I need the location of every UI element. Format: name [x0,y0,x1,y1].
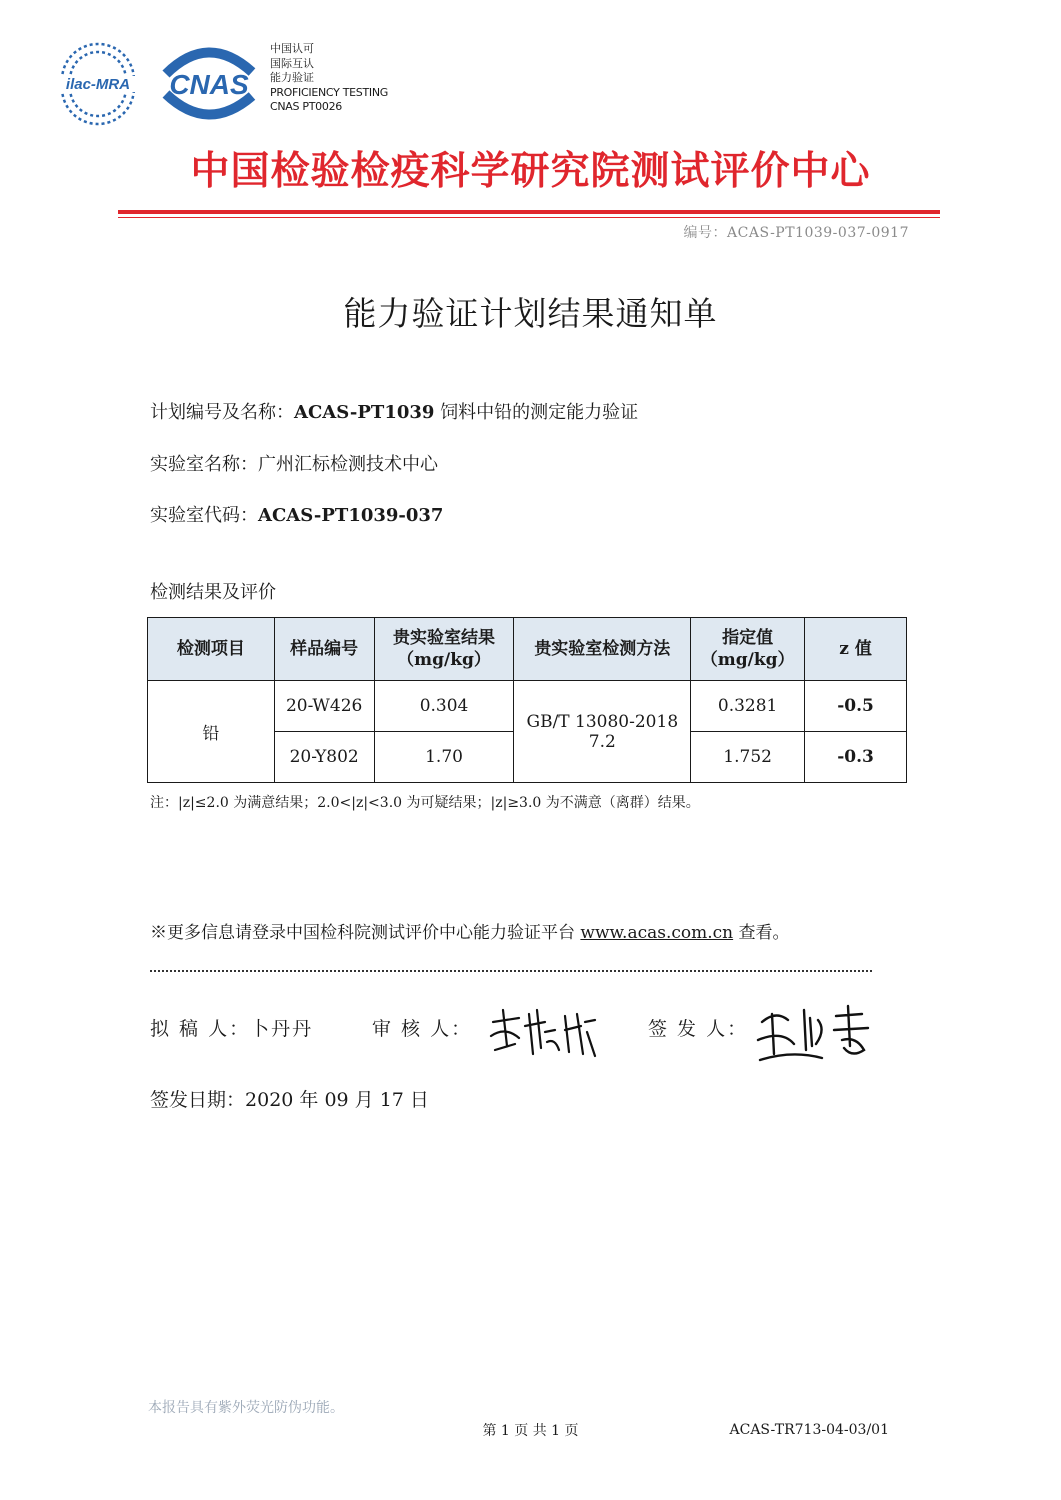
issuer-signature [752,1000,882,1070]
issue-date-label: 签发日期： [150,1089,246,1111]
cell-sample: 20-Y802 [274,732,374,783]
page-number: 第 1 页 共 1 页 [482,1423,579,1439]
header-sample: 样品编号 [274,618,374,681]
issue-date-value: 2020 年 09 月 17 日 [245,1089,429,1111]
header-result [374,618,514,681]
reviewer-label: 审 核 人： [372,1018,473,1040]
anti-counterfeit-note: 本报告具有紫外荧光防伪功能。 [148,1400,344,1416]
lab-code-field [150,501,443,527]
header-assigned-line1: 指定值 [722,628,774,648]
lab-name-value: 广州汇标检测技术中心 [258,454,438,475]
cell-result: 1.70 [374,732,514,783]
cell-item: 铅 [148,681,275,783]
cnas-logo-text: CNAS [169,69,249,100]
dotted-divider [150,970,872,972]
header-rule-thin [118,217,940,218]
lab-name-field [150,450,438,476]
accreditation-line: PROFICIENCY TESTING [270,85,388,99]
plan-field [150,398,638,424]
reviewer-signature [485,1002,600,1066]
header-method: 贵实验室检测方法 [514,618,691,681]
more-info [150,918,790,943]
table-row [148,681,907,732]
lab-code-label: 实验室代码： [150,505,258,526]
cell-z: -0.5 [805,681,907,732]
document-number-value: ACAS-PT1039-037-0917 [727,225,909,241]
results-table [147,617,907,783]
table-header-row [148,618,907,681]
accreditation-line: CNAS PT0026 [270,100,342,113]
header-result-line1: 贵实验室结果 [393,628,496,648]
organization-name: 中国检验检疫科学研究院测试评价中心 [190,149,871,194]
header-result-line2: （mg/kg） [397,650,491,670]
issue-date [150,1085,429,1112]
plan-code: ACAS-PT1039 [294,402,435,423]
more-info-prefix: ※更多信息请登录中国检科院测试评价中心能力验证平台 [150,923,575,943]
cell-method [514,681,691,783]
header-z: z 值 [805,618,907,681]
lab-code-value: ACAS-PT1039-037 [258,505,444,526]
drafter-field [150,1014,313,1041]
ilac-mra-logo [52,40,144,128]
lab-name-label: 实验室名称： [150,454,258,475]
accreditation-line: 中国认可 [270,42,314,55]
document-number [684,222,909,242]
more-info-suffix: 查看。 [738,923,790,943]
method-line2: 7.2 [588,731,616,752]
cell-result: 0.304 [374,681,514,732]
cell-sample: 20-W426 [274,681,374,732]
header-item: 检测项目 [148,618,275,681]
plan-label: 计划编号及名称： [150,402,294,423]
accreditation-line: 国际互认 [270,56,314,70]
platform-link[interactable]: www.acas.com.cn [580,923,734,943]
accreditation-line: 能力验证 [270,71,314,84]
method-line1: GB/T 13080-2018 [526,711,679,732]
drafter-name: 卜丹丹 [250,1018,314,1040]
plan-name: 饲料中铅的测定能力验证 [440,402,639,423]
cell-assigned: 0.3281 [691,681,805,732]
results-section-title: 检测结果及评价 [150,582,276,603]
header-assigned-line2: （mg/kg） [700,650,795,670]
accreditation-text [270,42,388,115]
issuer-label: 签 发 人： [648,1018,749,1040]
document-number-label: 编号： [683,225,728,241]
drafter-label: 拟 稿 人： [150,1018,251,1040]
ilac-logo-text: ilac-MRA [65,76,131,93]
form-code: ACAS-TR713-04-03/01 [729,1422,889,1438]
header-rule [118,210,940,214]
document-title: 能力验证计划结果通知单 [343,294,718,333]
cnas-logo [158,42,260,124]
cell-assigned: 1.752 [691,732,805,783]
header-assigned [691,618,805,681]
results-note: 注：|z|≤2.0 为满意结果；2.0<|z|<3.0 为可疑结果；|z|≥3.0 为不满意（离群）结果。 [150,795,700,811]
cell-z: -0.3 [805,732,907,783]
